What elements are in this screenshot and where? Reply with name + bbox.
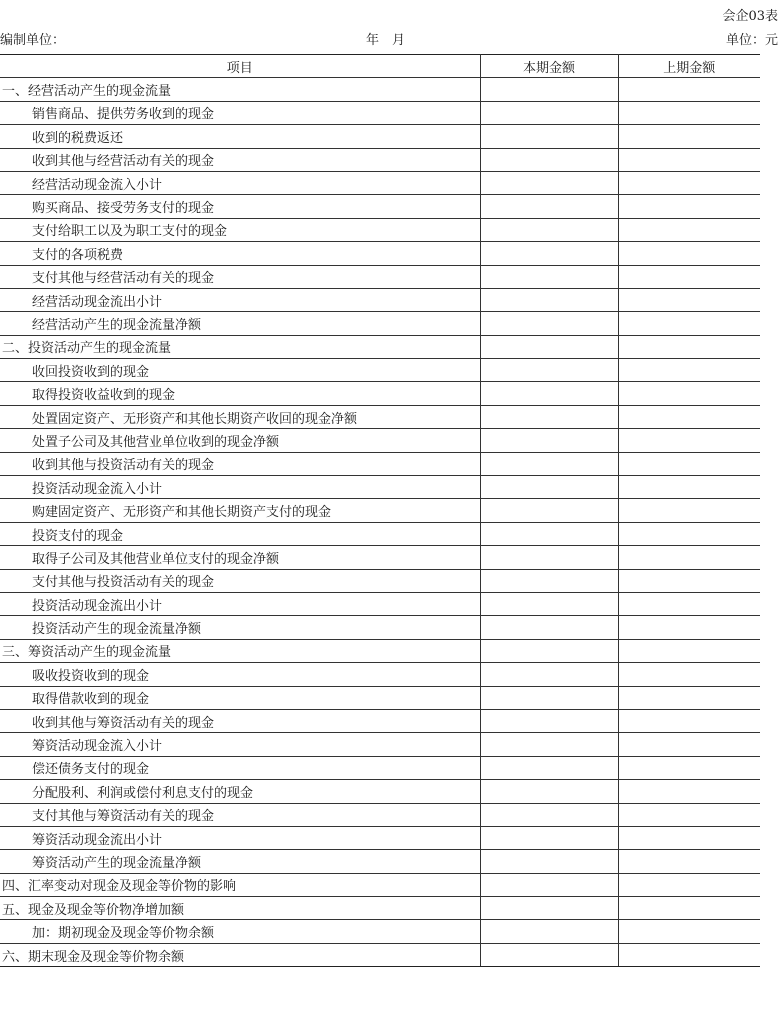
section-heading: 六、期末现金及现金等价物余额 xyxy=(0,943,480,966)
table-row xyxy=(0,288,760,311)
current-period-amount-cell xyxy=(480,616,618,639)
previous-period-amount-cell xyxy=(618,265,760,288)
line-item-label: 收回投资收到的现金 xyxy=(0,359,480,382)
table-row xyxy=(0,382,760,405)
table-row xyxy=(0,312,760,335)
line-item-label: 收到其他与投资活动有关的现金 xyxy=(0,452,480,475)
table-row xyxy=(0,639,760,662)
current-period-amount-cell xyxy=(480,382,618,405)
current-period-amount-cell xyxy=(480,686,618,709)
line-item-label: 处置固定资产、无形资产和其他长期资产收回的现金净额 xyxy=(0,405,480,428)
current-period-amount-cell xyxy=(480,920,618,943)
previous-period-amount-cell xyxy=(618,78,760,101)
table-row xyxy=(0,522,760,545)
line-item-label: 投资活动现金流出小计 xyxy=(0,592,480,615)
line-item-label: 筹资活动现金流入小计 xyxy=(0,733,480,756)
previous-period-amount-cell xyxy=(618,873,760,896)
previous-period-amount-cell xyxy=(618,101,760,124)
line-item-label: 收到其他与经营活动有关的现金 xyxy=(0,148,480,171)
line-item-label: 取得子公司及其他营业单位支付的现金净额 xyxy=(0,546,480,569)
previous-period-amount-cell xyxy=(618,405,760,428)
section-heading: 三、筹资活动产生的现金流量 xyxy=(0,639,480,662)
current-period-amount-cell xyxy=(480,242,618,265)
table-row xyxy=(0,686,760,709)
previous-period-amount-cell xyxy=(618,639,760,662)
table-row xyxy=(0,429,760,452)
previous-period-amount-cell xyxy=(618,733,760,756)
table-row xyxy=(0,592,760,615)
current-period-amount-cell xyxy=(480,335,618,358)
table-row xyxy=(0,780,760,803)
table-header-row xyxy=(0,55,760,78)
column-header-current-period: 本期金额 xyxy=(480,55,618,78)
current-period-amount-cell xyxy=(480,265,618,288)
current-period-amount-cell xyxy=(480,756,618,779)
line-item-label: 取得借款收到的现金 xyxy=(0,686,480,709)
table-row xyxy=(0,476,760,499)
line-item-label: 经营活动现金流入小计 xyxy=(0,171,480,194)
table-row xyxy=(0,171,760,194)
table-row xyxy=(0,148,760,171)
line-item-label: 经营活动现金流出小计 xyxy=(0,288,480,311)
current-period-amount-cell xyxy=(480,288,618,311)
previous-period-amount-cell xyxy=(618,382,760,405)
previous-period-amount-cell xyxy=(618,850,760,873)
previous-period-amount-cell xyxy=(618,686,760,709)
previous-period-amount-cell xyxy=(618,359,760,382)
line-item-label: 筹资活动现金流出小计 xyxy=(0,826,480,849)
table-row xyxy=(0,101,760,124)
previous-period-amount-cell xyxy=(618,335,760,358)
previous-period-amount-cell xyxy=(618,522,760,545)
previous-period-amount-cell xyxy=(618,897,760,920)
current-period-amount-cell xyxy=(480,546,618,569)
table-row xyxy=(0,242,760,265)
table-row xyxy=(0,546,760,569)
section-heading: 一、经营活动产生的现金流量 xyxy=(0,78,480,101)
previous-period-amount-cell xyxy=(618,312,760,335)
line-item-label: 收到其他与筹资活动有关的现金 xyxy=(0,709,480,732)
previous-period-amount-cell xyxy=(618,920,760,943)
current-period-amount-cell xyxy=(480,312,618,335)
current-period-amount-cell xyxy=(480,171,618,194)
table-row xyxy=(0,897,760,920)
table-row xyxy=(0,709,760,732)
current-period-amount-cell xyxy=(480,429,618,452)
current-period-amount-cell xyxy=(480,663,618,686)
table-row xyxy=(0,195,760,218)
report-meta-row xyxy=(0,29,778,47)
line-item-label: 处置子公司及其他营业单位收到的现金净额 xyxy=(0,429,480,452)
table-row xyxy=(0,125,760,148)
current-period-amount-cell xyxy=(480,592,618,615)
table-row xyxy=(0,920,760,943)
line-item-label: 经营活动产生的现金流量净额 xyxy=(0,312,480,335)
previous-period-amount-cell xyxy=(618,546,760,569)
table-row xyxy=(0,663,760,686)
report-period: 年 月 xyxy=(366,33,406,48)
previous-period-amount-cell xyxy=(618,780,760,803)
previous-period-amount-cell xyxy=(618,429,760,452)
table-row xyxy=(0,733,760,756)
previous-period-amount-cell xyxy=(618,592,760,615)
currency-unit: 单位：元 xyxy=(725,33,778,48)
previous-period-amount-cell xyxy=(618,616,760,639)
line-item-label: 销售商品、提供劳务收到的现金 xyxy=(0,101,480,124)
form-code: 会企03表 xyxy=(722,9,778,24)
table-row xyxy=(0,335,760,358)
section-heading: 二、投资活动产生的现金流量 xyxy=(0,335,480,358)
table-row xyxy=(0,756,760,779)
previous-period-amount-cell xyxy=(618,756,760,779)
line-item-label: 偿还债务支付的现金 xyxy=(0,756,480,779)
current-period-amount-cell xyxy=(480,476,618,499)
current-period-amount-cell xyxy=(480,499,618,522)
line-item-label: 取得投资收益收到的现金 xyxy=(0,382,480,405)
previous-period-amount-cell xyxy=(618,663,760,686)
previous-period-amount-cell xyxy=(618,499,760,522)
current-period-amount-cell xyxy=(480,897,618,920)
previous-period-amount-cell xyxy=(618,569,760,592)
table-row xyxy=(0,873,760,896)
table-row xyxy=(0,499,760,522)
table-row xyxy=(0,569,760,592)
current-period-amount-cell xyxy=(480,359,618,382)
line-item-label: 筹资活动产生的现金流量净额 xyxy=(0,850,480,873)
line-item-label: 支付其他与投资活动有关的现金 xyxy=(0,569,480,592)
previous-period-amount-cell xyxy=(618,476,760,499)
current-period-amount-cell xyxy=(480,452,618,475)
current-period-amount-cell xyxy=(480,569,618,592)
line-item-label: 支付给职工以及为职工支付的现金 xyxy=(0,218,480,241)
table-row xyxy=(0,78,760,101)
table-row xyxy=(0,359,760,382)
line-item-label: 投资活动现金流入小计 xyxy=(0,476,480,499)
table-row xyxy=(0,943,760,966)
previous-period-amount-cell xyxy=(618,195,760,218)
current-period-amount-cell xyxy=(480,125,618,148)
table-row xyxy=(0,405,760,428)
column-header-item: 项目 xyxy=(0,55,480,78)
current-period-amount-cell xyxy=(480,405,618,428)
current-period-amount-cell xyxy=(480,522,618,545)
table-row xyxy=(0,803,760,826)
previous-period-amount-cell xyxy=(618,242,760,265)
table-row xyxy=(0,850,760,873)
previous-period-amount-cell xyxy=(618,803,760,826)
table-row xyxy=(0,218,760,241)
previous-period-amount-cell xyxy=(618,943,760,966)
current-period-amount-cell xyxy=(480,195,618,218)
previous-period-amount-cell xyxy=(618,709,760,732)
current-period-amount-cell xyxy=(480,639,618,662)
previous-period-amount-cell xyxy=(618,452,760,475)
current-period-amount-cell xyxy=(480,943,618,966)
line-item-label: 投资活动产生的现金流量净额 xyxy=(0,616,480,639)
line-item-label: 支付的各项税费 xyxy=(0,242,480,265)
current-period-amount-cell xyxy=(480,826,618,849)
line-item-label: 分配股利、利润或偿付利息支付的现金 xyxy=(0,780,480,803)
previous-period-amount-cell xyxy=(618,125,760,148)
previous-period-amount-cell xyxy=(618,288,760,311)
previous-period-amount-cell xyxy=(618,218,760,241)
line-item-label: 加：期初现金及现金等价物余额 xyxy=(0,920,480,943)
cash-flow-table xyxy=(0,54,760,967)
current-period-amount-cell xyxy=(480,873,618,896)
current-period-amount-cell xyxy=(480,148,618,171)
current-period-amount-cell xyxy=(480,709,618,732)
previous-period-amount-cell xyxy=(618,148,760,171)
compiling-unit-label: 编制单位： xyxy=(0,33,66,48)
line-item-label: 吸收投资收到的现金 xyxy=(0,663,480,686)
table-row xyxy=(0,616,760,639)
column-header-previous-period: 上期金额 xyxy=(618,55,760,78)
current-period-amount-cell xyxy=(480,803,618,826)
current-period-amount-cell xyxy=(480,780,618,803)
table-row xyxy=(0,265,760,288)
previous-period-amount-cell xyxy=(618,826,760,849)
current-period-amount-cell xyxy=(480,101,618,124)
line-item-label: 收到的税费返还 xyxy=(0,125,480,148)
table-row xyxy=(0,826,760,849)
line-item-label: 支付其他与经营活动有关的现金 xyxy=(0,265,480,288)
current-period-amount-cell xyxy=(480,218,618,241)
section-heading: 四、汇率变动对现金及现金等价物的影响 xyxy=(0,873,480,896)
table-row xyxy=(0,452,760,475)
section-heading: 五、现金及现金等价物净增加额 xyxy=(0,897,480,920)
line-item-label: 购建固定资产、无形资产和其他长期资产支付的现金 xyxy=(0,499,480,522)
line-item-label: 购买商品、接受劳务支付的现金 xyxy=(0,195,480,218)
current-period-amount-cell xyxy=(480,850,618,873)
current-period-amount-cell xyxy=(480,733,618,756)
previous-period-amount-cell xyxy=(618,171,760,194)
line-item-label: 投资支付的现金 xyxy=(0,522,480,545)
line-item-label: 支付其他与筹资活动有关的现金 xyxy=(0,803,480,826)
current-period-amount-cell xyxy=(480,78,618,101)
